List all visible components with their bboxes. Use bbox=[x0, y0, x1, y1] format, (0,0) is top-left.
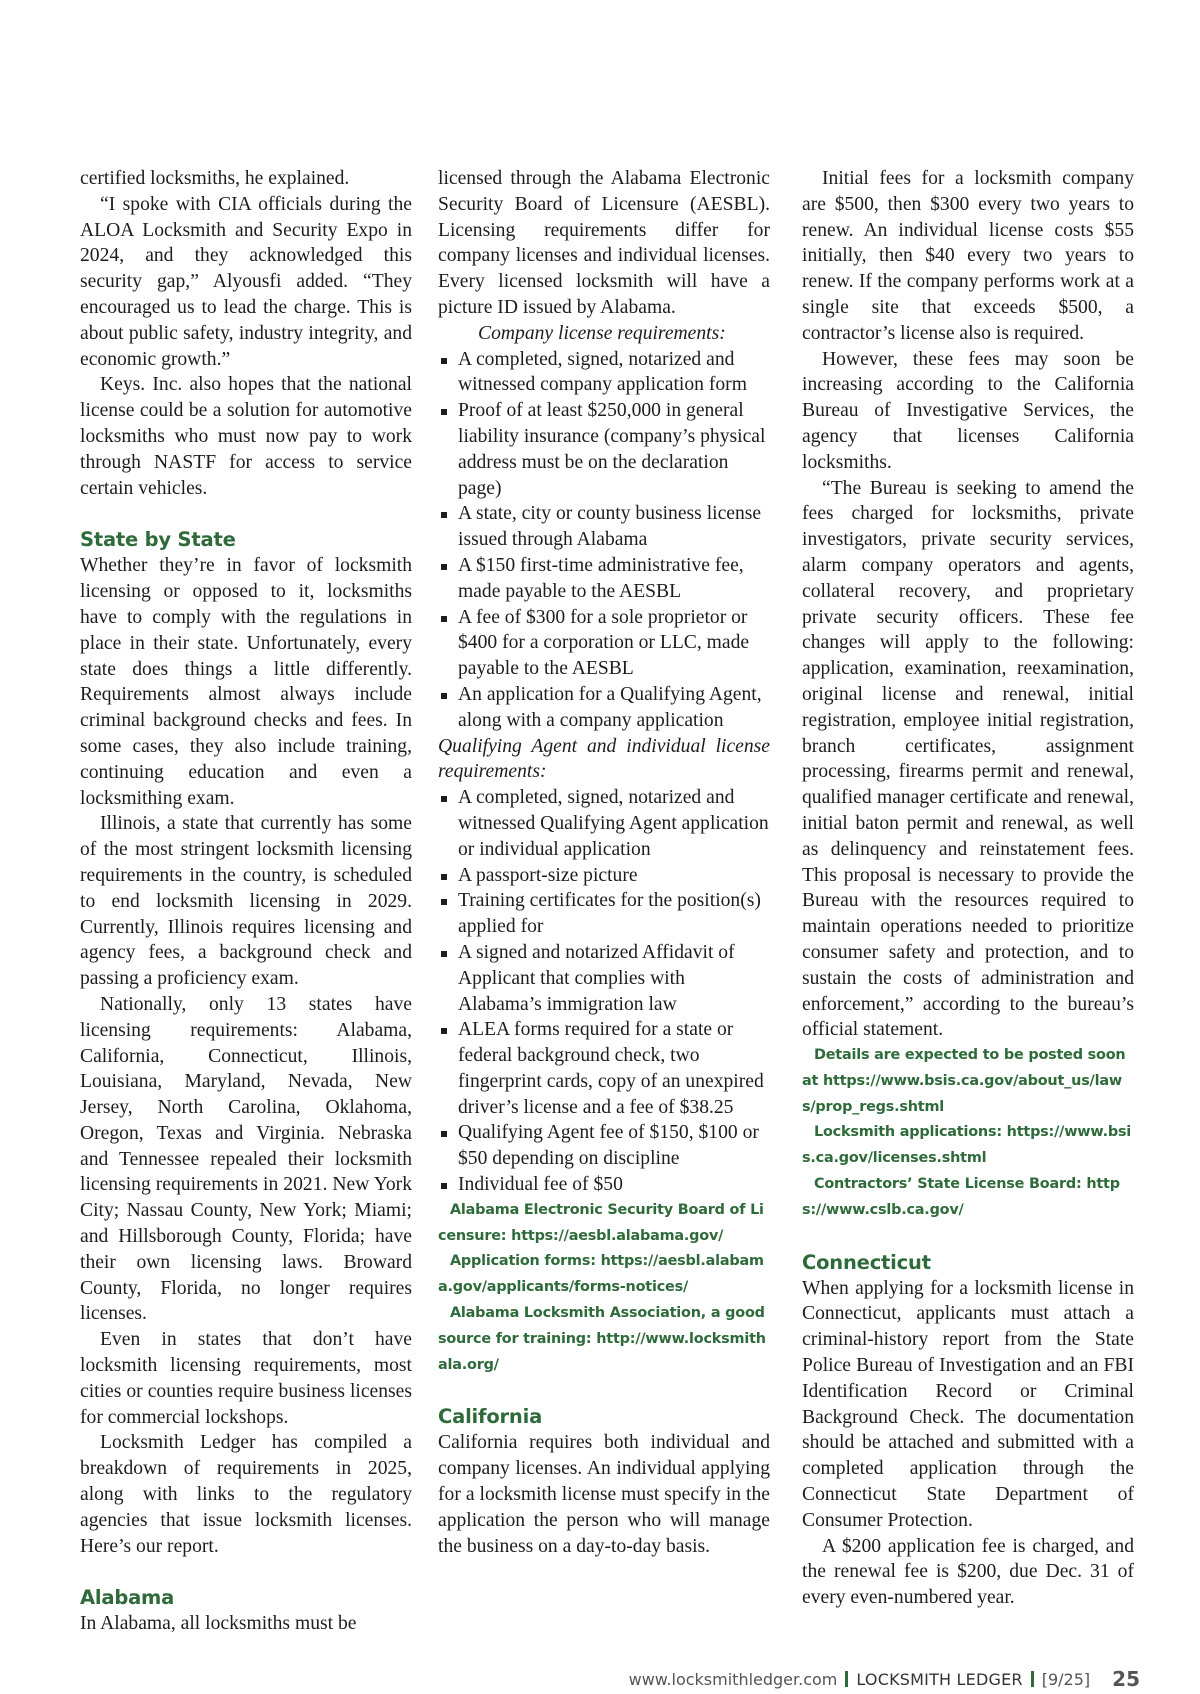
paragraph: Illinois, a state that currently has some of the most stringent locksmith licensing requirements in the country, is scheduled to end locksmith licensing in 2029. Currently, Illinois requires licensing and agency fees, a background check and passing a proficiency exam. bbox=[80, 813, 412, 990]
list-item: A completed, signed, notarized and witnessed company application form bbox=[438, 347, 770, 399]
list-item: ALEA forms required for a state or federal background check, two fingerprint cards, copy of an unexpired driver’s license and a fee of $38.25 bbox=[438, 1017, 770, 1120]
list-item: A completed, signed, notarized and witnessed Qualifying Agent application or individual application bbox=[438, 785, 770, 862]
paragraph: “The Bureau is seeking to amend the fees charged for locksmiths, private investigators, private security services, alarm company operators and agents, collateral recovery, and proprietary private security officers. These fee changes will apply to the following: application, examination, reexamination, original license and renewal, initial registration, employee initial registration, branch certificates, assignment processing, firearms permit and renewal, qualified manager certificate and renewal, initial baton permit and renewal, as well as delinquency and reinstatement fees. This proposal is necessary to provide the Bureau with the resources required to maintain operations needed to prioritize consumer safety and protection, and to sustain the costs of administration and enforcement,” according to the bureau’s official statement. bbox=[802, 477, 1134, 1041]
paragraph: Keys. Inc. also hopes that the national license could be a solution for automotive locksmiths who must now pay to work through NASTF for access to service certain vehicles. bbox=[80, 374, 412, 499]
resource-link-bsis-licenses[interactable]: Locksmith applications: https://www.bsis.ca.gov/licenses.shtml bbox=[802, 1124, 1132, 1167]
paragraph: A $200 application fee is charged, and the renewal fee is $200, due Dec. 31 of every even-numbered year. bbox=[802, 1535, 1134, 1609]
list-item: A state, city or county business license issued through Alabama bbox=[438, 501, 770, 553]
section-heading-alabama: Alabama bbox=[80, 1586, 175, 1610]
resource-link-aesbl[interactable]: Alabama Electronic Security Board of Licensure: https://aesbl.alabama.gov/ bbox=[438, 1201, 764, 1244]
list-item: A signed and notarized Affidavit of Applicant that complies with Alabama’s immigration law bbox=[438, 940, 770, 1017]
list-item: Individual fee of $50 bbox=[438, 1172, 770, 1198]
resource-link-forms[interactable]: Application forms: https://aesbl.alabama.gov/applicants/forms-notices/ bbox=[438, 1253, 764, 1296]
resource-link-cslb[interactable]: Contractors’ State License Board: https://www.cslb.ca.gov/ bbox=[802, 1176, 1120, 1218]
paragraph: Whether they’re in favor of locksmith licensing or opposed to it, locksmiths have to comply with the regulations in place in their state. Unfortunately, every state does things a little differently. Requirements almost always include criminal background checks and fees. In some cases, they also include training, continuing education and even a locksmithing exam. bbox=[80, 555, 412, 809]
list-item: Training certificates for the position(s) applied for bbox=[438, 888, 770, 940]
paragraph: Nationally, only 13 states have licensing requirements: Alabama, California, Connecticut, Illinois, Louisiana, Maryland, Nevada, New Jersey, North Carolina, Oklahoma, Oregon, Texas and Virginia. Nebraska and Tennessee repealed their locksmith licensing requirements in 2021. New York City; Nassau County, New York; Miami; and Hillsborough County, Florida; have their own licensing laws. Broward County, Florida, no longer requires licenses. bbox=[80, 993, 412, 1325]
paragraph: Even in states that don’t have locksmith licensing requirements, most cities or counties require business licenses for commercial lockshops. bbox=[80, 1329, 412, 1428]
magazine-name: LOCKSMITH LEDGER bbox=[856, 1669, 1023, 1689]
paragraph: Locksmith Ledger has compiled a breakdown of requirements in 2025, along with links to the regulatory agencies that issue locksmith licenses. Here’s our report. bbox=[80, 1432, 412, 1557]
paragraph: licensed through the Alabama Electronic Security Board of Licensure (AESBL). Licensing requirements differ for company licenses and individual licenses. Every licensed locksmith will have a picture ID issued by Alabama. bbox=[438, 168, 770, 318]
paragraph: However, these fees may soon be increasing according to the California Bureau of Investigative Services, the agency that licenses California locksmiths. bbox=[802, 348, 1134, 473]
list-item: Qualifying Agent fee of $150, $100 or $50 depending on discipline bbox=[438, 1120, 770, 1172]
separator-bar bbox=[845, 1671, 848, 1687]
resource-link-ala[interactable]: Alabama Locksmith Association, a good source for training: http://www.locksmithala.org/ bbox=[438, 1305, 766, 1373]
company-requirements-list bbox=[438, 347, 770, 734]
column-3 bbox=[802, 166, 1134, 1611]
paragraph: California requires both individual and company licenses. An individual applying for a locksmith license must specify in the application the person who will manage the business on a day-to-day basis. bbox=[438, 1432, 770, 1557]
list-item: A $150 first-time administrative fee, made payable to the AESBL bbox=[438, 553, 770, 605]
column-1 bbox=[80, 166, 412, 1637]
paragraph: “I spoke with CIA officials during the ALOA Locksmith and Security Expo in 2024, and they acknowledged this security gap,” Alyousfi added. “They encouraged us to lead the charge. This is about public safety, industry integrity, and economic growth.” bbox=[80, 193, 412, 370]
paragraph: certified locksmiths, he explained. bbox=[80, 168, 350, 189]
list-item: An application for a Qualifying Agent, along with a company application bbox=[438, 682, 770, 734]
company-requirements-label: Company license requirements: bbox=[478, 322, 726, 344]
paragraph: Initial fees for a locksmith company are $500, then $300 every two years to renew. An individual license costs $55 initially, then $40 every two years to renew. If the company performs work at a single site that exceeds $500, a contractor’s license also is required. bbox=[802, 168, 1134, 344]
issue-date: [9/25] bbox=[1041, 1669, 1091, 1689]
separator-bar bbox=[1031, 1671, 1034, 1687]
list-item: A fee of $300 for a sole proprietor or $400 for a corporation or LLC, made payable to the AESBL bbox=[438, 605, 770, 682]
footer-url[interactable]: www.locksmithledger.com bbox=[628, 1669, 838, 1689]
section-heading-state-by-state: State by State bbox=[80, 528, 236, 552]
column-2 bbox=[438, 166, 770, 1559]
list-item: Proof of at least $250,000 in general liability insurance (company’s physical address must be on the declaration page) bbox=[438, 398, 770, 501]
section-heading-connecticut: Connecticut bbox=[802, 1250, 931, 1274]
page-number: 25 bbox=[1112, 1667, 1140, 1691]
section-heading-california: California bbox=[438, 1405, 543, 1429]
agent-requirements-list bbox=[438, 785, 770, 1198]
resource-link-bsis-laws[interactable]: Details are expected to be posted soon at https://www.bsis.ca.gov/about_us/laws/prop_regs.shtml bbox=[802, 1047, 1126, 1115]
paragraph: In Alabama, all locksmiths must be bbox=[80, 1613, 357, 1635]
paragraph: When applying for a locksmith license in Connecticut, applicants must attach a criminal-history report from the State Police Bureau of Investigation and an FBI Identification Record or Criminal Background Check. The documentation should be attached and submitted with a completed application through the Connecticut State Department of Consumer Protection. bbox=[802, 1277, 1134, 1531]
list-item: A passport-size picture bbox=[438, 863, 770, 889]
agent-requirements-label: Qualifying Agent and individual license requirements: bbox=[438, 735, 770, 783]
page-footer bbox=[560, 1664, 1140, 1694]
